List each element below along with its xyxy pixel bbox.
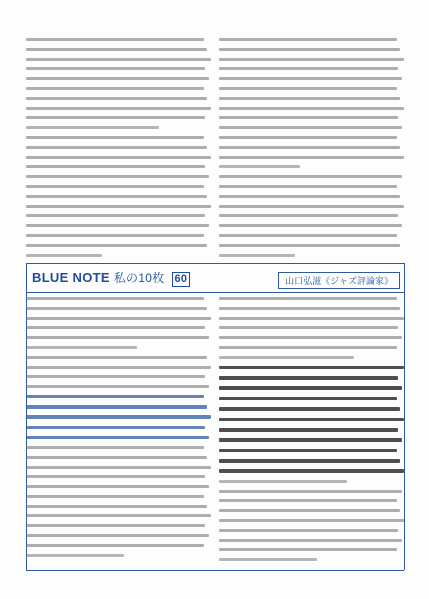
text-line — [219, 336, 402, 339]
text-line — [219, 244, 400, 247]
text-line — [219, 407, 400, 411]
text-line — [26, 38, 204, 41]
text-line — [26, 475, 205, 478]
text-line — [26, 446, 204, 449]
text-line — [26, 405, 207, 408]
text-line — [219, 175, 402, 178]
text-line — [219, 438, 402, 442]
text-line — [26, 366, 211, 369]
text-line — [26, 514, 211, 517]
text-line — [219, 156, 404, 159]
text-line — [26, 156, 211, 159]
text-line — [219, 107, 404, 110]
text-line — [26, 554, 124, 557]
text-line — [26, 297, 204, 300]
text-line — [219, 529, 398, 532]
text-line — [26, 146, 207, 149]
article-column-bottom-right — [219, 297, 404, 565]
text-line — [219, 397, 397, 401]
author-credit: 山口弘滋《ジャズ評論家》 — [278, 272, 400, 289]
text-line — [219, 539, 402, 542]
text-line — [26, 126, 159, 129]
text-line — [219, 126, 402, 129]
text-line — [26, 534, 209, 537]
text-line — [219, 234, 397, 237]
text-line — [26, 524, 205, 527]
text-line — [219, 449, 397, 453]
section-title-japanese: 私の10枚 — [113, 271, 165, 285]
text-line — [26, 185, 204, 188]
article-column-top-left — [26, 38, 211, 260]
section-title-latin: BLUE NOTE — [32, 270, 110, 285]
text-line — [26, 505, 207, 508]
section-border-bottom — [26, 570, 404, 571]
text-line — [26, 495, 204, 498]
text-line — [219, 48, 400, 51]
text-line — [219, 205, 404, 208]
text-line — [26, 214, 205, 217]
text-line — [219, 38, 397, 41]
text-line — [219, 67, 398, 70]
article-column-bottom-left — [26, 297, 211, 565]
text-line — [26, 234, 204, 237]
text-line — [219, 519, 404, 522]
text-line — [219, 499, 397, 502]
text-line — [219, 297, 397, 300]
text-line — [219, 558, 317, 561]
article-column-top-right — [219, 38, 404, 260]
text-line — [26, 165, 205, 168]
text-line — [26, 326, 205, 329]
text-line — [219, 116, 398, 119]
text-line — [219, 317, 404, 320]
text-line — [26, 466, 211, 469]
text-line — [26, 336, 209, 339]
text-line — [219, 87, 397, 90]
text-line — [26, 375, 205, 378]
section-border-right — [404, 263, 405, 570]
section-title — [32, 269, 190, 287]
text-line — [26, 77, 209, 80]
section-number-badge: 60 — [172, 272, 191, 287]
text-line — [219, 165, 300, 168]
text-line — [26, 415, 211, 418]
text-line — [219, 146, 400, 149]
text-line — [219, 356, 354, 359]
text-line — [26, 107, 211, 110]
text-line — [219, 195, 400, 198]
section-header-rule — [26, 292, 404, 293]
text-line — [26, 67, 205, 70]
text-line — [26, 244, 207, 247]
text-line — [26, 356, 207, 359]
text-line — [26, 48, 207, 51]
text-line — [219, 376, 398, 380]
text-line — [26, 58, 211, 61]
text-line — [219, 97, 400, 100]
text-line — [219, 509, 400, 512]
text-line — [26, 175, 209, 178]
text-line — [219, 254, 295, 257]
text-line — [219, 459, 400, 463]
text-line — [219, 326, 398, 329]
text-line — [26, 346, 137, 349]
text-line — [219, 418, 404, 422]
text-line — [219, 469, 404, 473]
text-line — [219, 490, 402, 493]
section-header — [26, 268, 404, 290]
text-line — [26, 436, 209, 439]
text-line — [219, 480, 347, 483]
text-line — [26, 307, 207, 310]
text-line — [219, 185, 397, 188]
text-line — [26, 385, 209, 388]
text-line — [219, 548, 397, 551]
text-line — [26, 205, 211, 208]
text-line — [219, 224, 402, 227]
text-line — [26, 97, 207, 100]
text-line — [26, 116, 205, 119]
text-line — [219, 136, 397, 139]
text-line — [26, 395, 204, 398]
text-line — [26, 136, 204, 139]
text-line — [219, 307, 400, 310]
text-line — [26, 544, 204, 547]
text-line — [26, 485, 209, 488]
text-line — [219, 346, 397, 349]
section-border-top — [26, 263, 404, 264]
text-line — [26, 87, 204, 90]
text-line — [219, 386, 402, 390]
text-line — [26, 426, 205, 429]
text-line — [219, 58, 404, 61]
text-line — [26, 254, 102, 257]
text-line — [219, 366, 404, 370]
text-line — [26, 456, 207, 459]
text-line — [219, 428, 398, 432]
text-line — [219, 77, 402, 80]
text-line — [219, 214, 398, 217]
text-line — [26, 195, 207, 198]
text-line — [26, 317, 211, 320]
text-line — [26, 224, 209, 227]
